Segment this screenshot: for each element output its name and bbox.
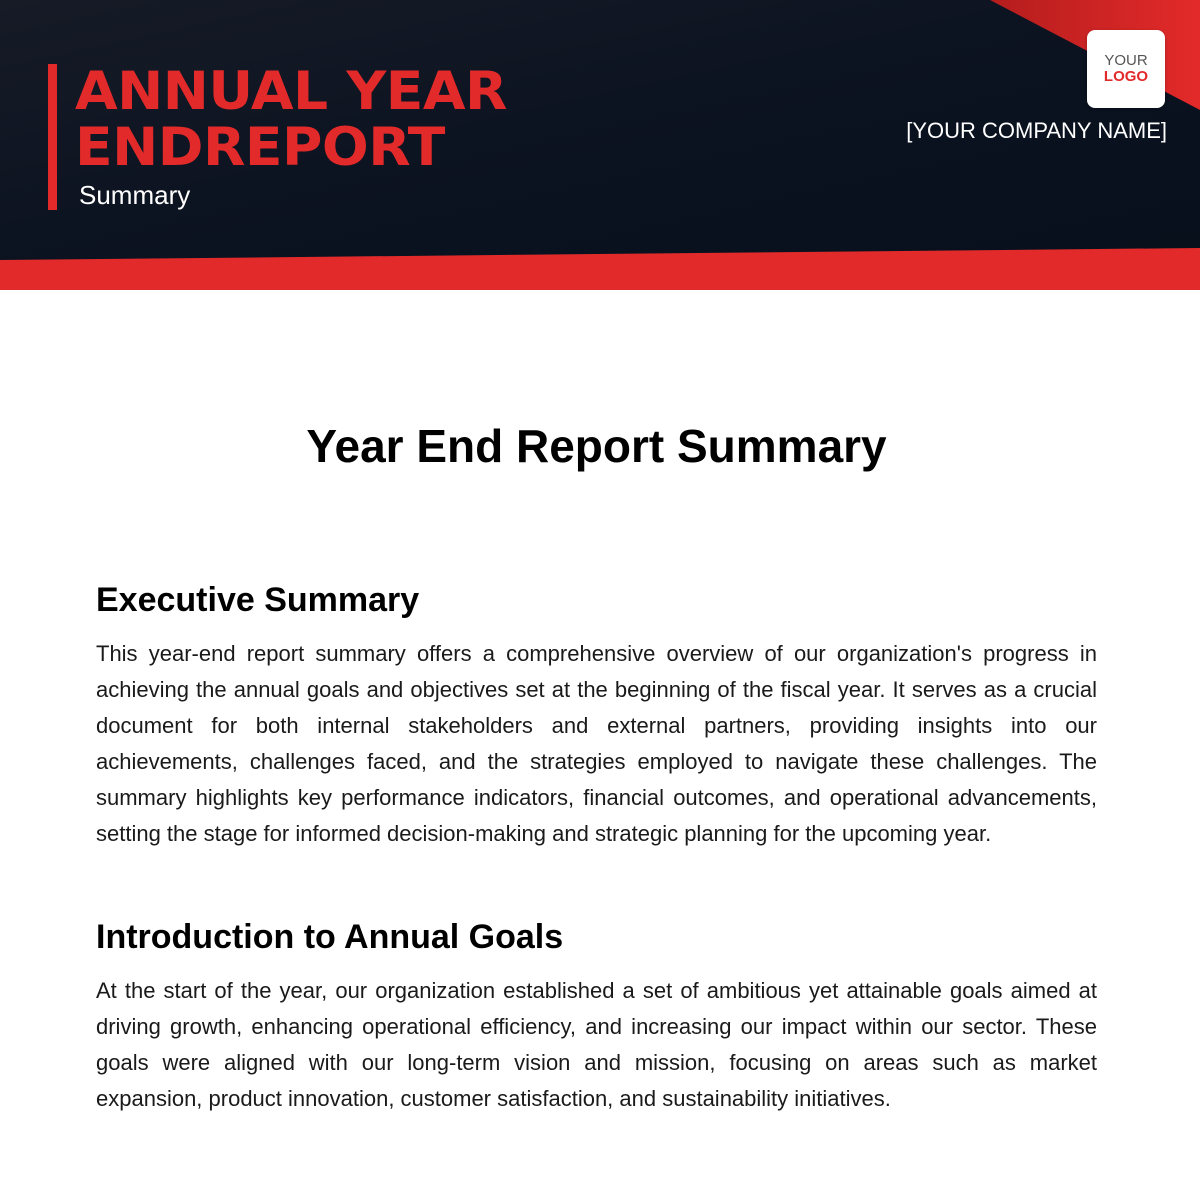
logo-text-bottom: LOGO: [1103, 68, 1149, 85]
report-title-block: [48, 61, 507, 210]
section-heading-annual-goals: Introduction to Annual Goals: [96, 918, 564, 956]
document-body: [96, 410, 1097, 1182]
section-body-annual-goals: At the start of the year, our organization established a set of ambitious yet attainable goals aimed at driving growth, enhancing operational efficiency, and increasing our impact within our sector. These goals were aligned with our long-term vision and mission, focusing on areas such as market expansion, product innovation, customer satisfaction, and sustainability initiatives.: [96, 978, 1097, 1111]
document-title: Year End Report Summary: [306, 420, 887, 472]
section-heading-executive-summary: Executive Summary: [96, 581, 420, 619]
report-title-line1: ANNUAL YEAR: [75, 61, 507, 122]
report-title-line2: ENDREPORT: [75, 117, 445, 178]
report-subtitle: Summary: [79, 180, 191, 210]
report-header: [0, 0, 1200, 290]
company-logo: [1087, 30, 1165, 108]
logo-text-top: YOUR: [1104, 52, 1148, 69]
company-name: [YOUR COMPANY NAME]: [906, 118, 1167, 143]
section-body-executive-summary: This year-end report summary offers a comprehensive overview of our organization's progress in achieving the annual goals and objectives set at the beginning of the fiscal year. It serves as a crucial document for both internal stakeholders and external partners, providing insights into our achievements, challenges faced, and the strategies employed to navigate these challenges. The summary highlights key performance indicators, financial outcomes, and operational advancements, setting the stage for informed decision-making and strategic planning for the upcoming year.: [96, 641, 1097, 846]
